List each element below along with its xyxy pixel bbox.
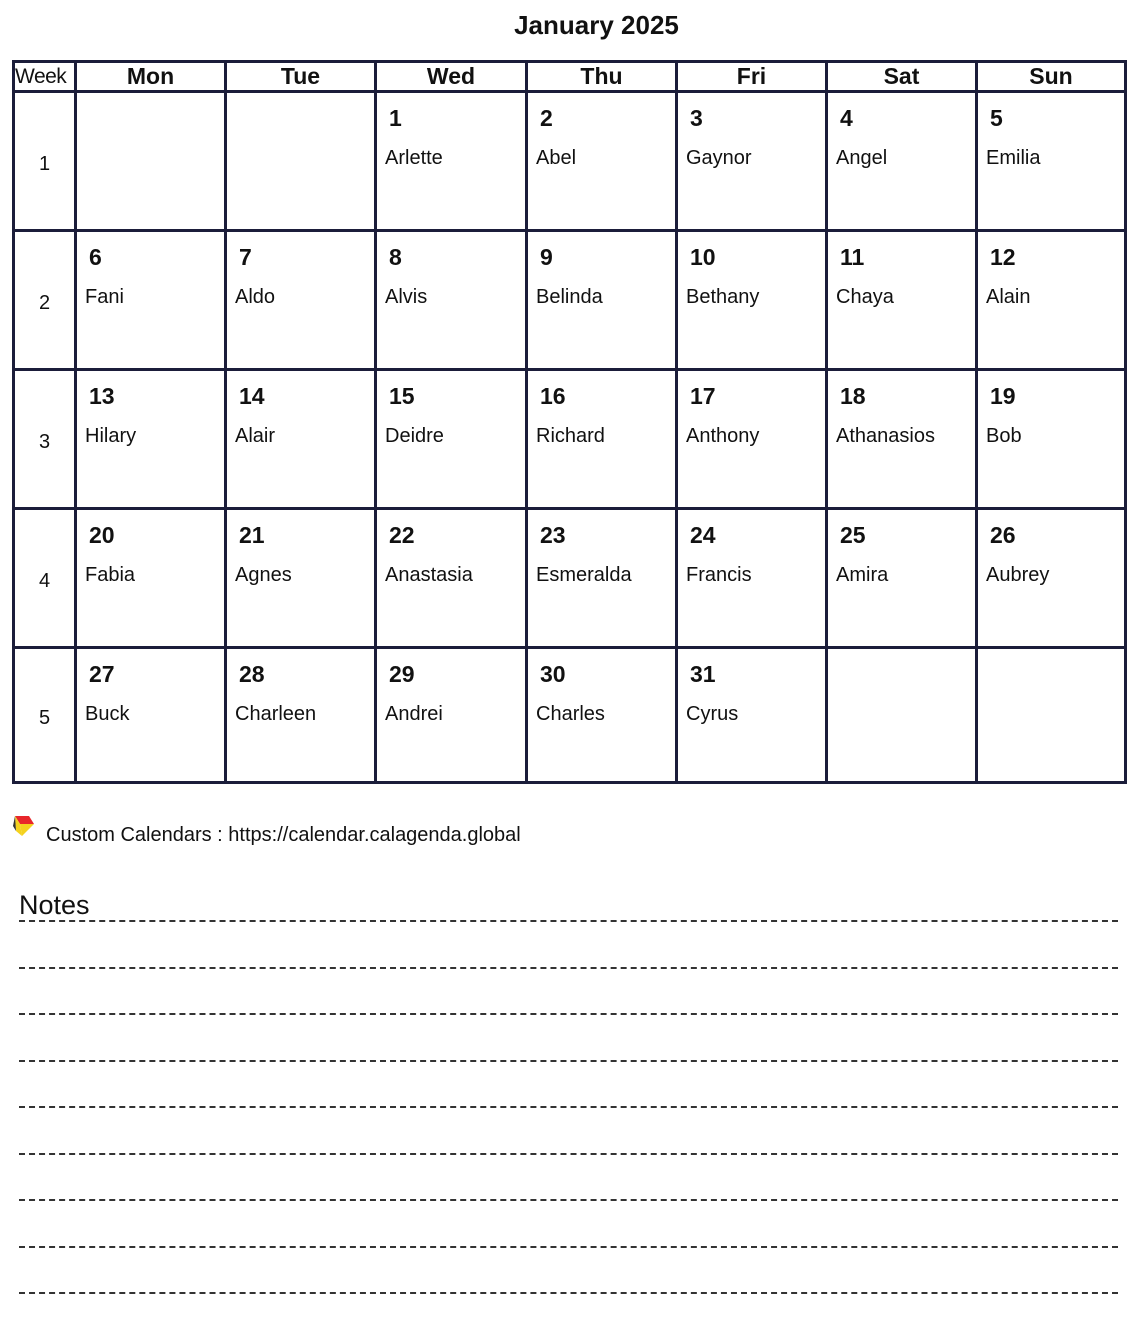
day-number: 11 [840,244,865,270]
day-cell-mon[interactable] [76,231,226,370]
day-number: 2 [540,105,553,131]
day-cell-thu[interactable] [527,92,677,231]
day-number: 7 [239,244,252,270]
notes-line [19,1246,1118,1248]
day-cell-thu[interactable] [527,231,677,370]
day-name: Alvis [385,286,428,308]
day-number: 30 [540,661,566,687]
day-number: 24 [690,522,716,548]
day-cell-tue[interactable] [226,509,376,648]
week-number: 2 [38,291,51,314]
day-name: Francis [686,564,752,586]
week-number: 5 [38,706,51,729]
notes-line [19,967,1118,969]
day-cell-tue[interactable] [226,370,376,509]
day-name: Aldo [235,286,276,308]
day-name: Buck [85,703,130,725]
notes-line [19,1060,1118,1062]
day-cell-wed[interactable] [376,509,527,648]
week-row [14,509,1126,648]
day-number: 28 [239,661,265,687]
day-name: Anastasia [385,564,473,586]
day-cell-sun[interactable] [977,231,1126,370]
day-cell-fri[interactable] [677,92,827,231]
page-title: January 2025 [514,10,679,40]
day-number: 16 [540,383,566,409]
day-number: 1 [389,105,402,131]
day-name: Bob [986,425,1022,447]
notes-title: Notes [19,890,90,920]
day-number: 14 [239,383,265,409]
day-cell-tue[interactable] [226,92,376,231]
notes-line [19,920,1118,922]
day-cell-sat[interactable] [827,648,977,783]
day-header-mon: Mon [76,62,226,92]
week-row [14,92,1126,231]
day-cell-wed[interactable] [376,370,527,509]
day-name: Aubrey [986,564,1050,586]
week-number-cell [14,370,76,509]
day-number: 27 [89,661,115,687]
day-number: 23 [540,522,566,548]
day-cell-sat[interactable] [827,509,977,648]
day-cell-tue[interactable] [226,231,376,370]
week-row [14,648,1126,783]
calendar-logo-icon [12,814,36,838]
notes-line [19,1106,1118,1108]
notes-line [19,1199,1118,1201]
day-number: 31 [690,661,716,687]
week-number-cell [14,509,76,648]
week-row [14,231,1126,370]
day-name: Andrei [385,703,443,725]
week-number: 3 [38,430,51,453]
notes-line [19,1292,1118,1294]
day-cell-fri[interactable] [677,231,827,370]
day-name: Alair [235,425,276,447]
header-row [14,62,1126,92]
day-name: Fabia [85,564,136,586]
day-header-sun: Sun [977,62,1126,92]
day-name: Arlette [385,147,443,169]
day-cell-sun[interactable] [977,92,1126,231]
week-column-header: Week [14,62,76,92]
day-cell-sun[interactable] [977,509,1126,648]
day-name: Bethany [686,286,760,308]
day-header-sat: Sat [827,62,977,92]
day-cell-thu[interactable] [527,509,677,648]
day-number: 20 [89,522,115,548]
day-header-wed: Wed [376,62,527,92]
day-number: 9 [540,244,553,270]
day-number: 12 [990,244,1016,270]
day-header-thu: Thu [527,62,677,92]
week-number: 4 [38,569,51,592]
week-number-cell [14,648,76,783]
week-number-cell [14,231,76,370]
day-cell-sun[interactable] [977,648,1126,783]
day-cell-thu[interactable] [527,370,677,509]
day-cell-wed[interactable] [376,92,527,231]
day-number: 3 [690,105,703,131]
day-name: Agnes [235,564,292,586]
day-header-fri: Fri [677,62,827,92]
day-cell-mon[interactable] [76,509,226,648]
day-name: Charleen [235,703,317,725]
day-cell-fri[interactable] [677,370,827,509]
day-name: Esmeralda [536,564,632,586]
day-name: Chaya [836,286,894,308]
day-number: 5 [990,105,1003,131]
day-number: 18 [840,383,866,409]
day-name: Hilary [85,425,137,447]
day-number: 21 [239,522,265,548]
day-cell-sun[interactable] [977,370,1126,509]
day-number: 6 [89,244,102,270]
day-cell-sat[interactable] [827,231,977,370]
day-name: Richard [536,425,605,447]
day-cell-tue[interactable] [226,648,376,783]
day-number: 4 [840,105,853,131]
day-number: 26 [990,522,1016,548]
day-number: 29 [389,661,415,687]
day-cell-sat[interactable] [827,92,977,231]
day-number: 22 [389,522,415,548]
day-number: 8 [389,244,402,270]
footer-link-text[interactable]: Custom Calendars : https://calendar.calagenda.global [46,824,521,846]
day-number: 13 [89,383,115,409]
day-number: 19 [990,383,1016,409]
notes-line [19,1153,1118,1155]
day-number: 25 [840,522,866,548]
day-name: Deidre [385,425,444,447]
day-name: Charles [536,703,605,725]
day-cell-mon[interactable] [76,648,226,783]
day-name: Amira [836,564,889,586]
day-header-tue: Tue [226,62,376,92]
day-name: Fani [85,286,124,308]
day-cell-fri[interactable] [677,648,827,783]
day-name: Anthony [686,425,760,447]
day-name: Cyrus [686,703,739,725]
day-cell-mon[interactable] [76,370,226,509]
day-cell-wed[interactable] [376,648,527,783]
day-name: Belinda [536,286,603,308]
day-name: Alain [986,286,1031,308]
week-number-cell [14,92,76,231]
week-number: 1 [38,152,51,175]
day-name: Athanasios [836,425,935,447]
calendar-table [12,60,1127,784]
day-cell-fri[interactable] [677,509,827,648]
week-row [14,370,1126,509]
day-name: Abel [536,147,577,169]
notes-line [19,1013,1118,1015]
day-name: Gaynor [686,147,752,169]
day-number: 10 [690,244,716,270]
day-cell-wed[interactable] [376,231,527,370]
day-number: 15 [389,383,415,409]
day-cell-mon[interactable] [76,92,226,231]
day-number: 17 [690,383,716,409]
day-cell-thu[interactable] [527,648,677,783]
day-cell-sat[interactable] [827,370,977,509]
day-name: Emilia [986,147,1041,169]
day-name: Angel [836,147,888,169]
